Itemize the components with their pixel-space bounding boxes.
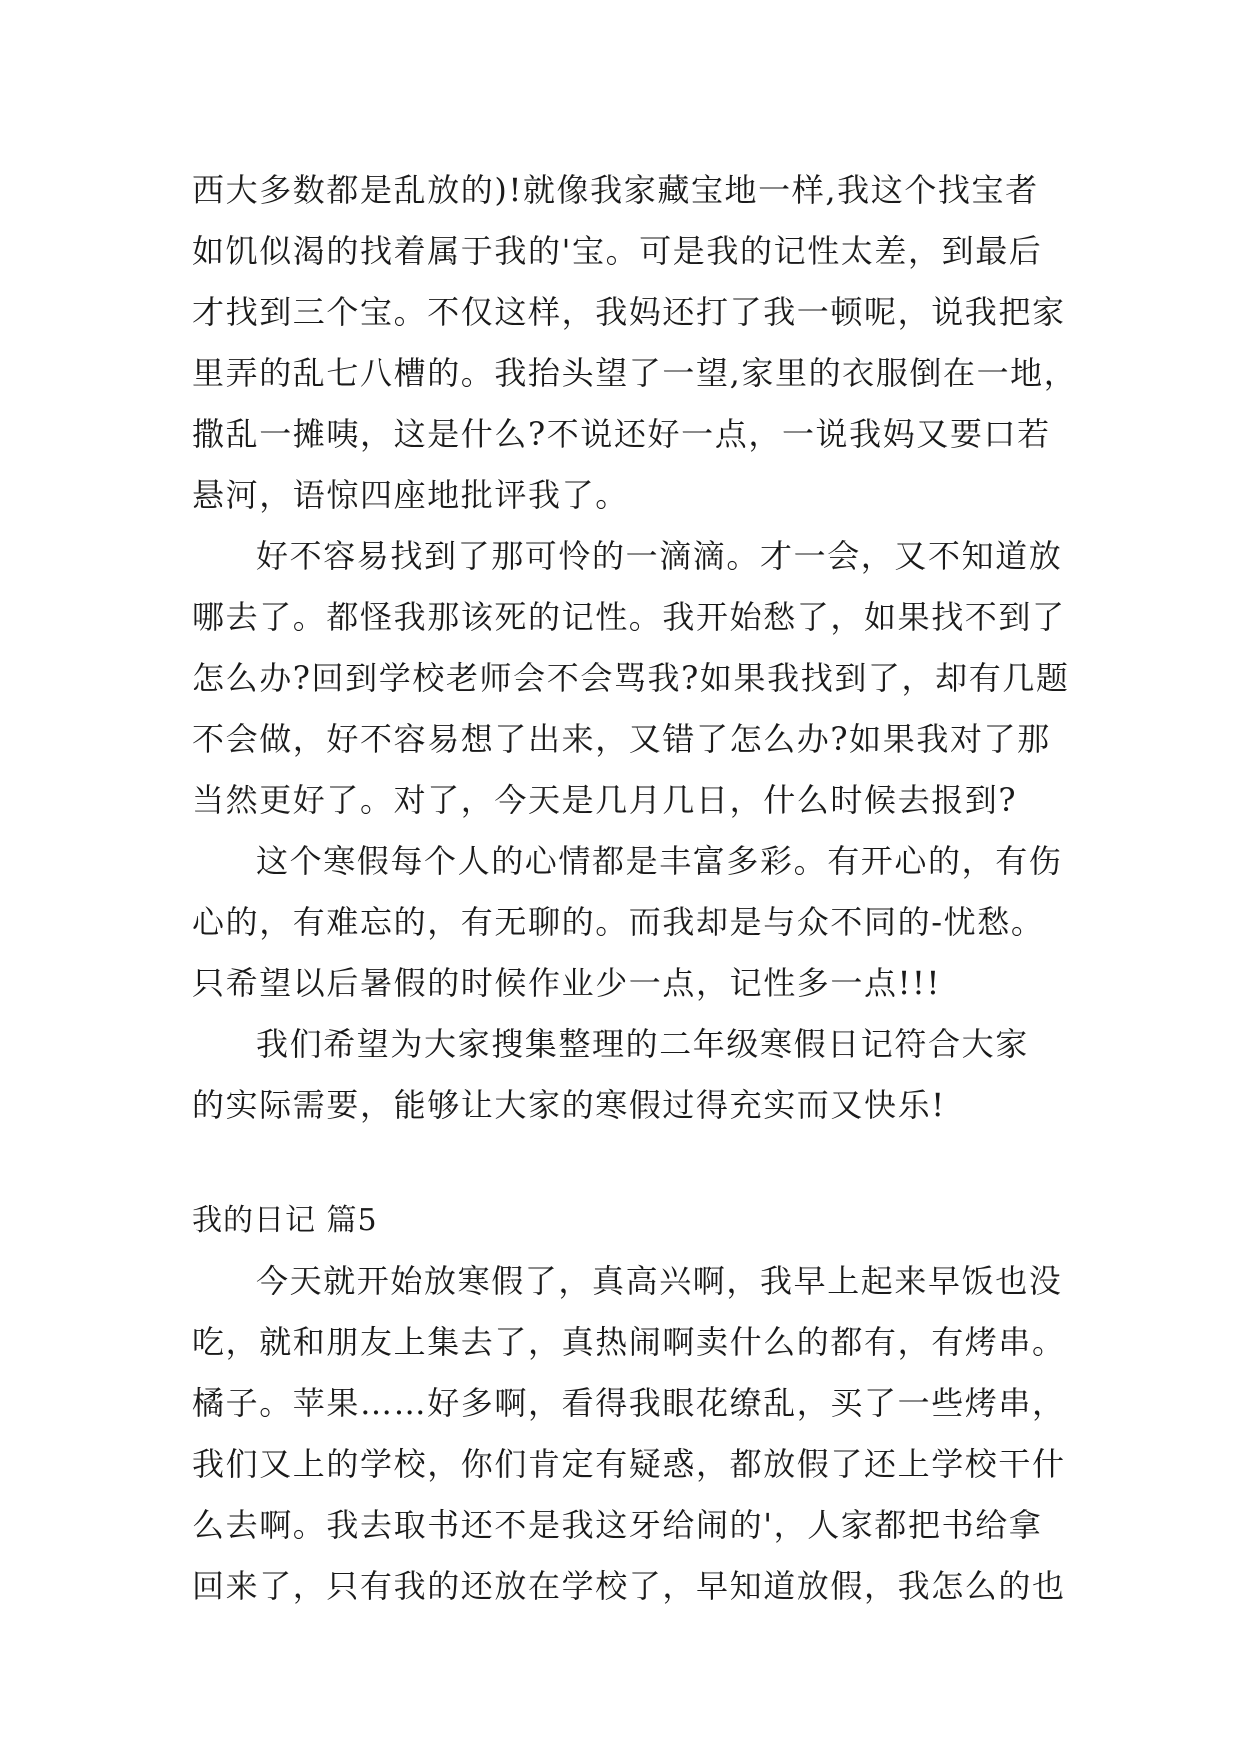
text-line: 么去啊。我去取书还不是我这牙给闹的'，人家都把书给拿 <box>192 1506 1043 1544</box>
text-line: 当然更好了。对了，今天是几月几日，什么时候去报到? <box>192 781 1018 819</box>
text-line: 橘子。苹果……好多啊，看得我眼花缭乱，买了一些烤串， <box>192 1384 1066 1422</box>
text-line: 西大多数都是乱放的)!就像我家藏宝地一样,我这个找宝者 <box>192 171 1039 209</box>
document-page <box>192 160 1078 1617</box>
text-line: 回来了，只有我的还放在学校了，早知道放假，我怎么的也 <box>192 1567 1066 1605</box>
paragraph-1 <box>192 160 1078 526</box>
paragraph-3 <box>192 831 1063 1014</box>
text-line: 如饥似渴的找着属于我的'宝。可是我的记性太差，到最后 <box>192 232 1043 270</box>
text-line: 不会做，好不容易想了出来，又错了怎么办?如果我对了那 <box>192 720 1051 758</box>
section-heading: 我的日记 篇5 <box>192 1203 378 1238</box>
text-line: 才找到三个宝。不仅这样，我妈还打了我一顿呢，说我把家 <box>192 293 1066 331</box>
text-line: 哪去了。都怪我那该死的记性。我开始愁了，如果找不到了 <box>192 598 1066 636</box>
text-line: 这个寒假每个人的心情都是丰富多彩。有开心的，有伤 <box>256 842 1063 880</box>
paragraph-5 <box>192 1251 1066 1617</box>
paragraph-2 <box>192 526 1070 831</box>
text-line: 今天就开始放寒假了，真高兴啊，我早上起来早饭也没 <box>256 1262 1063 1300</box>
text-line: 好不容易找到了那可怜的一滴滴。才一会，又不知道放 <box>256 537 1063 575</box>
text-line: 怎么办?回到学校老师会不会骂我?如果我找到了，却有几题 <box>192 659 1070 697</box>
text-line: 里弄的乱七八槽的。我抬头望了一望,家里的衣服倒在一地， <box>192 354 1078 392</box>
paragraph-4 <box>192 1014 1052 1136</box>
text-line: 撒乱一摊咦，这是什么?不说还好一点，一说我妈又要口若 <box>192 415 1051 453</box>
text-line: 悬河，语惊四座地批评我了。 <box>192 476 629 514</box>
text-line: 的实际需要，能够让大家的寒假过得充实而又快乐! <box>192 1086 946 1124</box>
text-line: 我们又上的学校，你们肯定有疑惑，都放假了还上学校干什 <box>192 1445 1066 1483</box>
text-line: 心的，有难忘的，有无聊的。而我却是与众不同的-忧愁。 <box>192 903 1045 941</box>
text-line: 吃，就和朋友上集去了，真热闹啊卖什么的都有，有烤串。 <box>192 1323 1066 1361</box>
text-line: 只希望以后暑假的时候作业少一点，记性多一点!!! <box>192 964 941 1002</box>
text-line: 我们希望为大家搜集整理的二年级寒假日记符合大家 <box>256 1025 1029 1063</box>
